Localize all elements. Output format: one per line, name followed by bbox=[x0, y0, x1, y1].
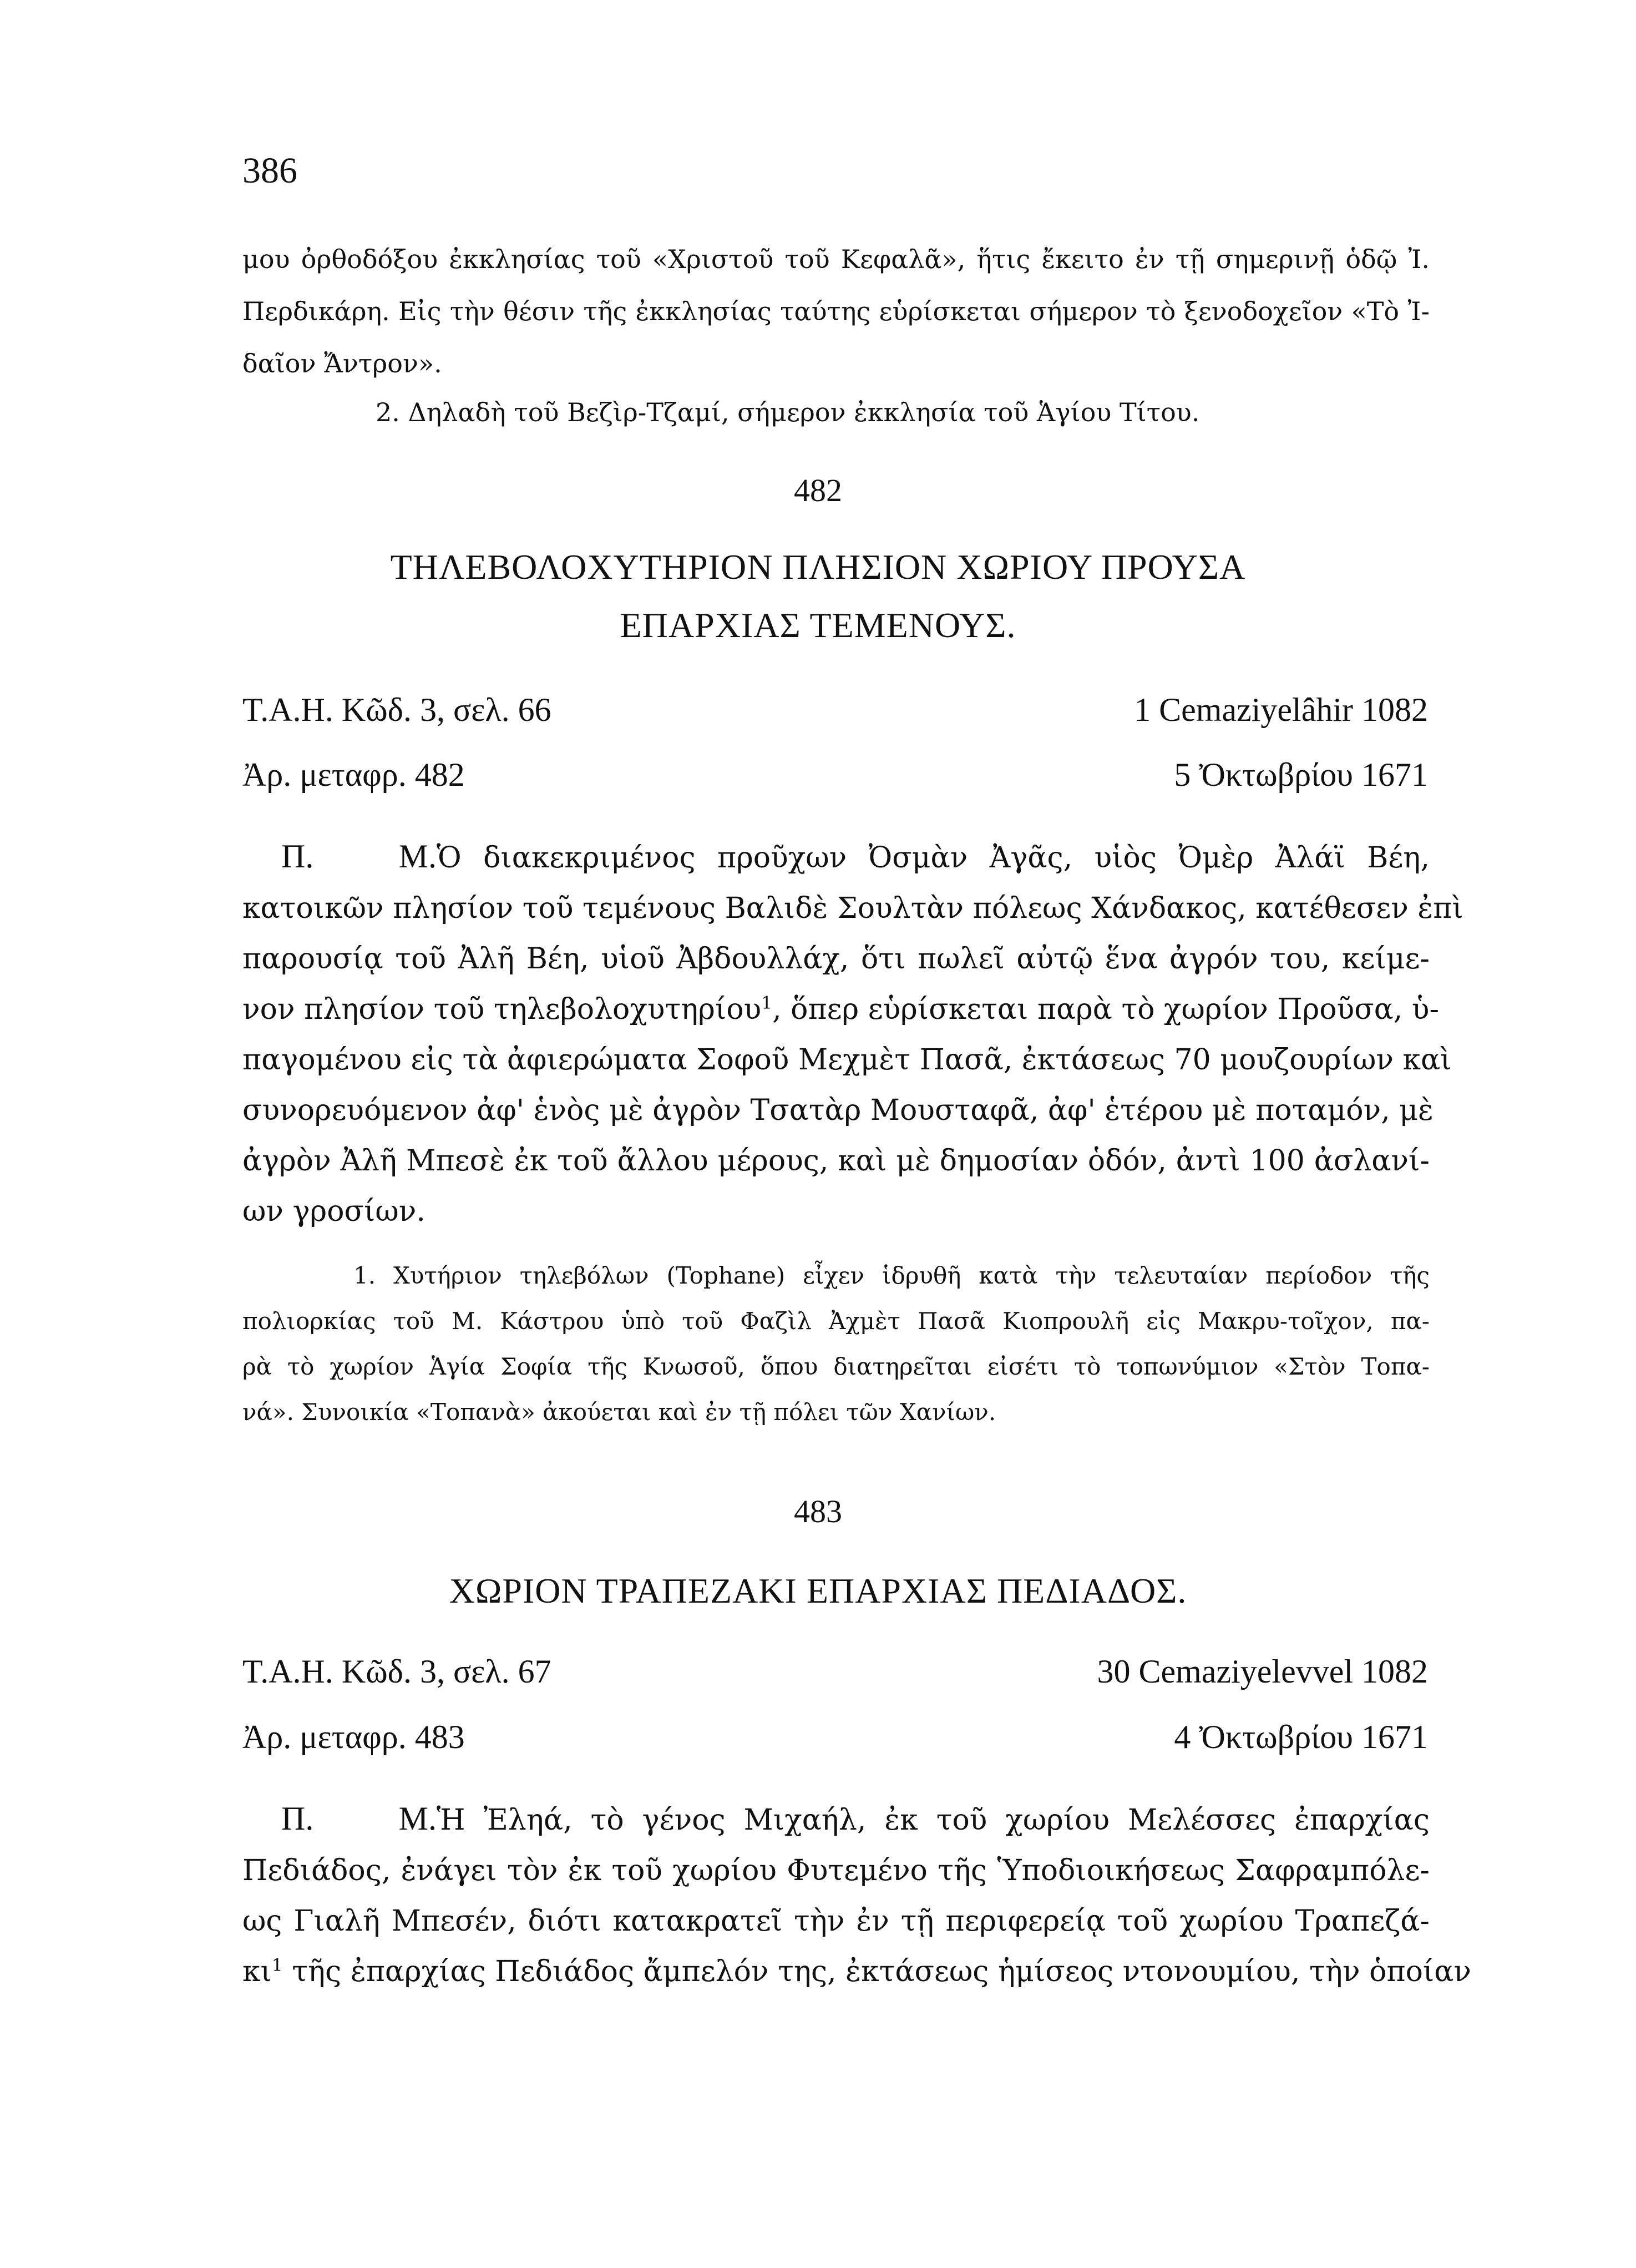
footnote-marker: 1 bbox=[271, 1955, 283, 1976]
body-line: ως Γιαλῆ Μπεσέν, διότι κατακρατεῖ τὴν ἐν τῇ περιφερείᾳ τοῦ χωρίου Τραπεζά- bbox=[242, 1905, 1430, 1938]
footnote-1 bbox=[242, 1253, 1430, 1435]
body-line: ων γροσίων. bbox=[242, 1195, 426, 1228]
document-body bbox=[242, 1794, 1472, 1997]
page-number: 386 bbox=[242, 150, 297, 191]
document-number: 483 bbox=[794, 1493, 842, 1529]
body-line: συνορευόμενον ἀφ' ἑνὸς μὲ ἀγρὸν Τσατὰρ Μουσταφᾶ, ἀφ' ἑτέρου μὲ ποταμόν, μὲ bbox=[242, 1094, 1434, 1127]
body-line: παρουσίᾳ τοῦ Ἀλῆ Βέη, υἱοῦ Ἀβδουλλάχ, ὅτι πωλεῖ αὐτῷ ἕνα ἀγρόν του, κείμε- bbox=[242, 942, 1430, 976]
translation-number: Ἀρ. μεταφρ. 483 bbox=[242, 1719, 465, 1755]
body-line bbox=[242, 1794, 1430, 1846]
note-line: Περδικάρη. Εἰς τὴν θέσιν τῆς ἐκκλησίας ταύτης εὑρίσκεται σήμερον τὸ ξενοδοχεῖον «Τὸ Ἰ- bbox=[242, 296, 1430, 326]
archive-source: Τ.Α.Η. Κῶδ. 3, σελ. 67 bbox=[242, 1653, 551, 1690]
footnote-line: πολιορκίας τοῦ Μ. Κάστρου ὑπὸ τοῦ Φαζὶλ Ἀχμὲτ Πασᾶ Κιοπρουλῆ εἰς Μακρυ-τοῖχον, πα- bbox=[242, 1307, 1430, 1335]
hijri-date: 1 Cemaziyelâhir 1082 bbox=[1134, 691, 1428, 728]
footnote-line: νά». Συνοικία «Τοπανὰ» ἀκούεται καὶ ἐν τῇ πόλει τῶν Χανίων. bbox=[242, 1398, 996, 1426]
body-text: Ἡ Ἐληά, τὸ γένος Μιχαήλ, ἐκ τοῦ χωρίου Μελέσσες ἐπαρχίας bbox=[437, 1804, 1430, 1837]
archive-source: Τ.Α.Η. Κῶδ. 3, σελ. 66 bbox=[242, 691, 551, 728]
note-line: 2. Δηλαδὴ τοῦ Βεζὶρ-Τζαμί, σήμερον ἐκκλησία τοῦ Ἁγίου Τίτου. bbox=[376, 397, 1200, 427]
body-text: τῆς ἐπαρχίας Πεδιάδος ἄμπελόν της, ἐκτάσεως ἡμίσεος ντονουμίου, τὴν ὁποίαν bbox=[282, 1955, 1472, 1988]
note-line: μου ὀρθοδόξου ἐκκλησίας τοῦ «Χριστοῦ τοῦ Κεφαλᾶ», ἥτις ἔκειτο ἐν τῇ σημερινῇ ὁδῷ Ἰ. bbox=[242, 244, 1430, 274]
body-text: Ὁ διακεκριμένος προῦχων Ὀσμὰν Ἀγᾶς, υἱὸς Ὀμὲρ Ἀλάϊ Βέη, bbox=[437, 841, 1430, 875]
body-line: παγομένου εἰς τὰ ἀφιερώματα Σοφοῦ Μεχμὲτ Πασᾶ, ἐκτάσεως 70 μουζουρίων καὶ bbox=[242, 1043, 1452, 1077]
body-text: νον πλησίον τοῦ τηλεβολοχυτηρίου bbox=[242, 993, 762, 1026]
body-line bbox=[242, 1947, 1472, 1997]
document-label: Π. Μ. bbox=[281, 1800, 437, 1837]
body-line bbox=[242, 831, 1430, 883]
note-line: δαῖον Ἄντρον». bbox=[242, 348, 442, 378]
translation-number: Ἀρ. μεταφρ. 482 bbox=[242, 756, 465, 793]
body-text: , ὅπερ εὑρίσκεται παρὰ τὸ χωρίον Προῦσα, ὑ- bbox=[772, 993, 1440, 1026]
body-line: κατοικῶν πλησίον τοῦ τεμένους Βαλιδὲ Σουλτὰν πόλεως Χάνδακος, κατέθεσεν ἐπὶ bbox=[242, 892, 1463, 925]
document-label: Π. Μ. bbox=[281, 838, 437, 875]
body-line bbox=[242, 984, 1440, 1035]
document-title-line2: ΕΠΑΡΧΙΑΣ ΤΕΜΕΝΟΥΣ. bbox=[620, 605, 1016, 645]
gregorian-date: 5 Ὀκτωβρίου 1671 bbox=[1174, 756, 1428, 793]
document-number: 482 bbox=[794, 472, 842, 508]
footnote-marker: 1 bbox=[761, 993, 773, 1013]
body-line: Πεδιάδος, ἐνάγει τὸν ἐκ τοῦ χωρίου Φυτεμένο τῆς Ὑποδιοικήσεως Σαφραμπόλε- bbox=[242, 1854, 1430, 1887]
hijri-date: 30 Cemaziyelevvel 1082 bbox=[1097, 1653, 1428, 1690]
footnote-line: ρὰ τὸ χωρίον Ἁγία Σοφία τῆς Κνωσοῦ, ὅπου διατηρεῖται εἰσέτι τὸ τοπωνύμιον «Στὸν Τοπα- bbox=[242, 1353, 1430, 1380]
body-line: ἀγρὸν Ἀλῆ Μπεσὲ ἐκ τοῦ ἄλλου μέρους, καὶ μὲ δημοσίαν ὁδόν, ἀντὶ 100 ἀσλανί- bbox=[242, 1144, 1430, 1178]
top-notes bbox=[242, 233, 1430, 390]
document-title: ΧΩΡΙΟΝ ΤΡΑΠΕΖΑΚΙ ΕΠΑΡΧΙΑΣ ΠΕΔΙΑΔΟΣ. bbox=[449, 1571, 1187, 1610]
body-text: κι bbox=[242, 1955, 272, 1988]
document-title: ΤΗΛΕΒΟΛΟΧΥΤΗΡΙΟΝ ΠΛΗΣΙΟΝ ΧΩΡΙΟΥ ΠΡΟΥΣΑ bbox=[390, 547, 1246, 587]
gregorian-date: 4 Ὀκτωβρίου 1671 bbox=[1174, 1719, 1428, 1755]
document-body bbox=[242, 831, 1463, 1237]
footnote-line: 1. Χυτήριον τηλεβόλων (Tophane) εἶχεν ἱδρυθῆ κατὰ τὴν τελευταίαν περίοδον τῆς bbox=[353, 1262, 1430, 1289]
footnote-2 bbox=[242, 386, 1430, 438]
